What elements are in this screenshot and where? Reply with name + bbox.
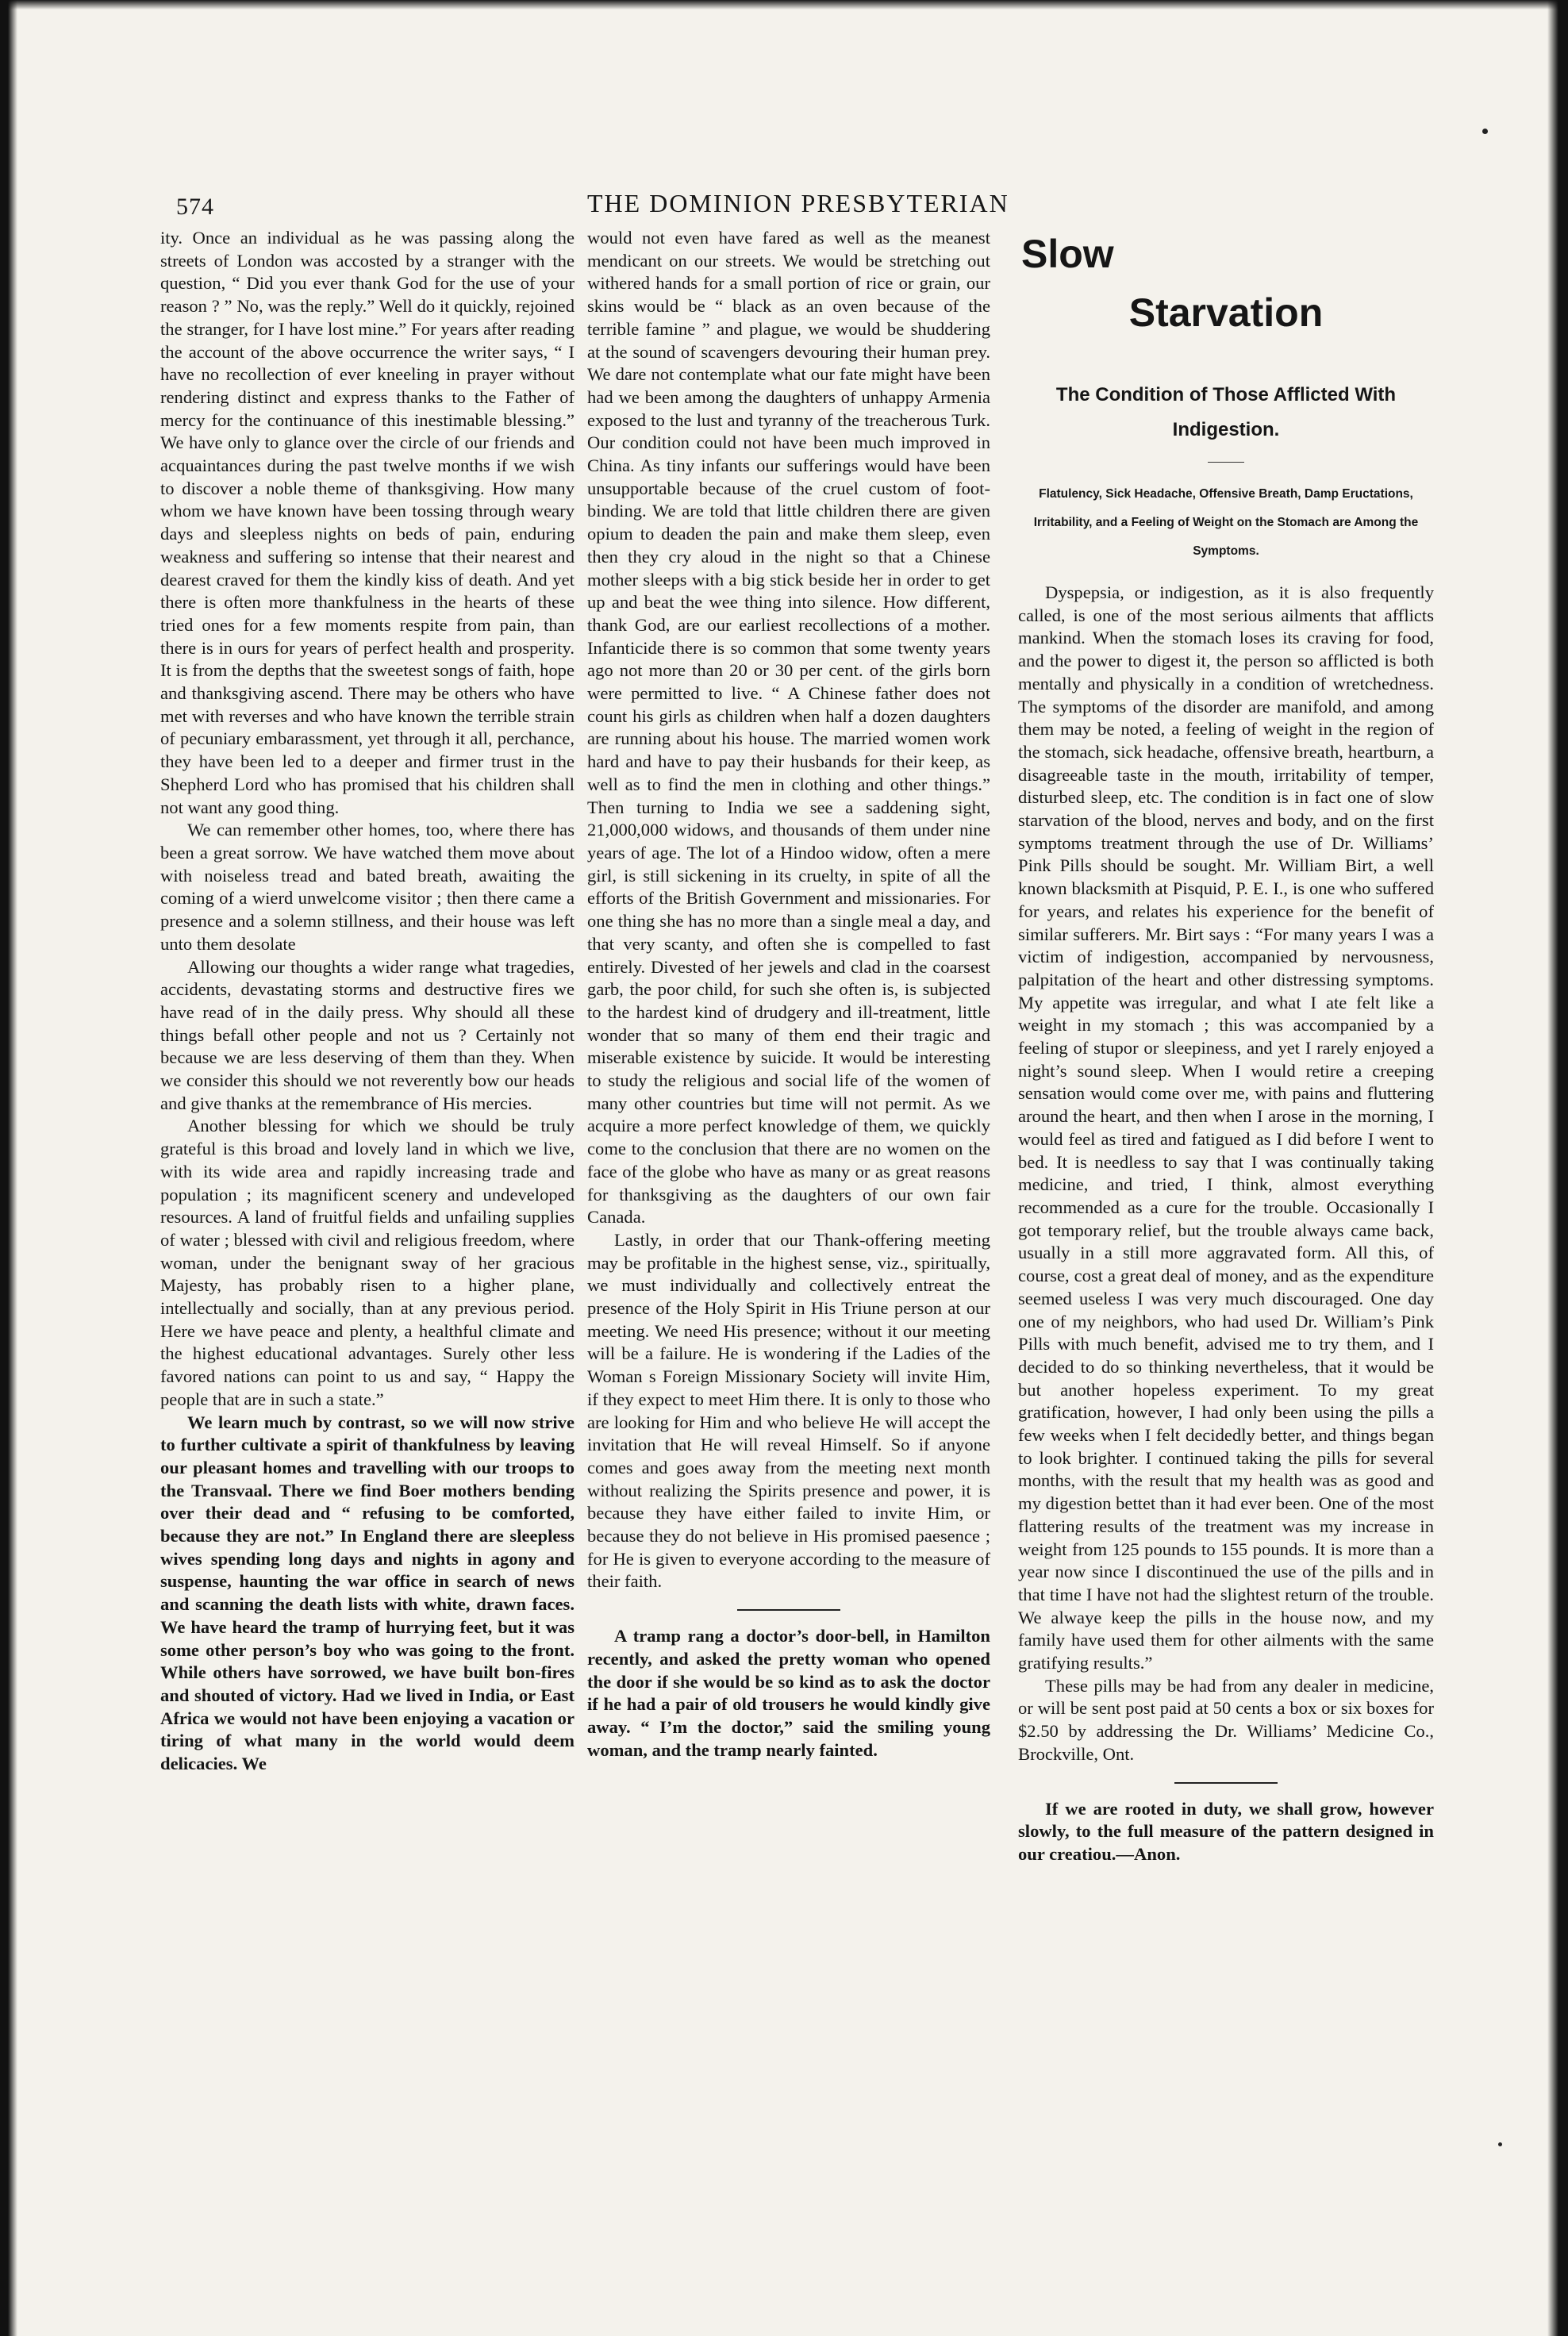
anecdote-text: A tramp rang a doctor’s door-bell, in Hamilton recently, and asked the pretty woman who opened the door if she would be so kind as to ask the doctor if he had a pair of old trousers he would kindly give away. “ I’m the doctor,” said the smiling young woman, and the tramp nearly fainted. — [587, 1626, 990, 1760]
ink-speck — [1482, 129, 1488, 134]
page-edge-shadow-left — [0, 0, 17, 2336]
column-3-advertisement — [1018, 222, 1434, 1866]
ad-divider — [1208, 462, 1244, 463]
column-1-paragraph: Another blessing for which we should be truly grateful is this broad and lovely land in which we live, with its wide area and rapidly increasing trade and population ; its magnificent scenery and undeveloped resources. A land of fruitful fields and unfailing supplies of water ; blessed with civil and religious freedom, where woman, under the benignant sway of her gracious Majesty, has probably risen to a higher plane, intellectually and socially, than at any previous period. Here we have peace and plenty, a healthful climate and the highest educational advantages. Surely other less favored nations can point to us and say, “ Happy the people that are in such a state.” — [160, 1116, 575, 1409]
page-number: 574 — [176, 194, 214, 220]
closing-quote-text: If we are rooted in duty, we shall grow, however slowly, to the full measure of the pattern designed in our creatiou.—Anon. — [1018, 1798, 1434, 1864]
column-2 — [587, 227, 990, 1762]
column-2-paragraph: would not even have fared as well as the meanest mendicant on our streets. We would be stretching out withered hands for a small portion of rice or grain, our skins would be “ black as an oven because of the terrible famine ” and plague, we would be shuddering at the sound of scavengers devouring their human prey. We dare not contemplate what our fate might have been had we been among the daughters of unhappy Armenia exposed to the lust and tyranny of the treacherous Turk. Our condition could not have been much improved in China. As tiny infants our sufferings would have been unsupportable because of the cruel custom of foot-binding. We are told that little children there are given opium to deaden the pain and make them sleep, even then they cry aloud in the night so that a Chinese mother sleeps with a big stick beside her in order to get up and beat the wee thing into silence. How different, thank God, are our earliest recollections of a mother. Infanticide there is so common that some twenty years ago not more than 20 or 30 per cent. of the girls born were permitted to live. “ A Chinese father does not count his girls as children when half a dozen daughters are running about his house. The married women work hard and have to pay their husbands for their keep, as well as to find the men in clothing and other things.” Then turning to India we see a saddening sight, 21,000,000 widows, and thousands of them under nine years of age. The lot of a Hindoo widow, often a mere girl, is still sickening in its cruelty, in spite of all the efforts of the British Government and missionaries. For one thing she has no more than a single meal a day, and that very scanty, and often she is compelled to fast entirely. Divested of her jewels and clad in the coarsest garb, the poor child, for such she often is, is subjected to the hardest kind of drudgery and ill-treatment, little wonder that so many of them end their tragic and miserable existence by suicide. It would be interesting to study the religious and social life of the women of many other countries but time will not permit. As we acquire a more perfect knowledge of them, we quickly come to the conclusion that there are no women on the face of the globe who have as many or as great reasons for thanksgiving as the daughters of our own fair Canada. — [587, 228, 990, 1228]
ad-paragraph: These pills may be had from any dealer in medicine, or will be sent post paid at 50 cents a box or six boxes for $2.50 by addressing the Dr. Williams’ Medicine Co., Brockville, Ont. — [1018, 1675, 1434, 1764]
column-2-paragraph: Lastly, in order that our Thank-offering meeting may be profitable in the highest sense, viz., spiritually, we must individually and collectively entreat the presence of the Holy Spirit in His Triune person at our meeting. We need His presence; without it our meeting will be a failure. He is wondering if the Ladies of the Woman s Foreign Missionary Society will invite Him, if they expect to meet Him there. It is only to those who are looking for Him and who believe He will accept the invitation that He will reveal Himself. So if anyone comes and goes away from the meeting next month without realizing the Spirits presence and power, it is because they have either failed to invite Him, or because they do not believe in His promised paesence ; for He is given to everyone according to the measure of their faith. — [587, 1229, 990, 1592]
page-edge-shadow-right — [1547, 0, 1568, 2336]
anecdote — [587, 1625, 990, 1762]
column-1-paragraph: Allowing our thoughts a wider range what tragedies, accidents, devastating storms and destructive fires we have read of in the daily press. Why should all these things befall other people and not us ? Certainly not because we are less deserving of them than they. When we consider this should we not reverently bow our heads and give thanks at the remembrance of His mercies. — [160, 956, 575, 1113]
closing-quote — [1018, 1798, 1434, 1866]
section-divider — [737, 1609, 840, 1611]
column-1-paragraph: We can remember other homes, too, where there has been a great sorrow. We have watched them move about with noiseless tread and bated breath, awaiting the coming of a wierd unwelcome visitor ; then there came a presence and a solemn stillness, and their house was left unto them desolate — [160, 820, 575, 954]
ad-subtitle: The Condition of Those Afflicted With Indigestion. — [1055, 384, 1397, 440]
running-head: THE DOMINION PRESBYTERIAN — [587, 189, 1009, 217]
ink-speck — [1498, 2142, 1502, 2146]
ad-title-line-2: Starvation — [1128, 290, 1324, 335]
ad-body — [1018, 582, 1434, 1766]
column-1-paragraph: We learn much by contrast, so we will now strive to further cultivate a spirit of thankfulness by leaving our pleasant homes and travelling with our troops to the Transvaal. There we find Boer mothers bending over their dead and “ refusing to be comforted, because they are not.” In England there are sleepless wives spending long days and nights in agony and suspense, haunting the war office in search of news and scanning the death lists with white, drawn faces. We have heard the tramp of hurrying feet, but it was some other person’s boy who was going to the front. While others have sorrowed, we have built bon-fires and shouted of victory. Had we lived in India, or East Africa we would not have been enjoying a vacation or tiring of what many in the world would deem delicacies. We — [160, 1412, 575, 1774]
column-1-paragraph: ity. Once an individual as he was passing along the streets of London was accosted by a stranger with the question, “ Did you ever thank God for the use of your reason ? ” No, was the reply.” Well do it quickly, rejoined the stranger, for I have lost mine.” For years after reading the account of the above occurrence the writer says, “ I have no recollection of ever kneeling in prayer without rendering distinct and express thanks to the Father of mercy for the continuance of this inestimable blessing.” We have only to glance over the circle of our friends and acquaintances during the past twelve months if we wish to discover a noble theme of thanksgiving. How many whom we have known have been tossing through weary days and sleepless nights on beds of pain, enduring weakness and suffering so intense that their nearest and dearest craved for them the kindly kiss of death. And yet there is often more thankfulness in the hearts of these tried ones for a few moments respite from pain, than there is in ours for years of perfect health and prosperity. It is from the depths that the sweetest songs of faith, hope and thanksgiving ascend. There may be others who have met with reverses and who have known the terrible strain of pecuniary embarassment, yet through it all, perchance, they have been led to a deeper and firmer trust in the Shepherd Lord who has promised that his children shall not want any good thing. — [160, 228, 575, 817]
ad-title-line-1: Slow — [1021, 232, 1114, 276]
ad-paragraph: Dyspepsia, or indigestion, as it is also frequently called, is one of the most serious ailments that afflicts mankind. When the stomach loses its craving for food, and the power to digest it, the person so afflicted is both mentally and physically in a condition of wretchedness. The symptoms of the disorder are manifold, and among them may be noted, a feeling of weight in the region of the stomach, sick headache, offensive breath, heartburn, a disagreeable taste in the mouth, irritability of temper, disturbed sleep, etc. The condition is in fact one of slow starvation of the blood, nerves and body, and on the first symptoms treatment through the use of Dr. Williams’ Pink Pills should be sought. Mr. William Birt, a well known blacksmith at Pisquid, P. E. I., is one who suffered for years, and relates his experience for the benefit of similar sufferers. Mr. Birt says : “For many years I was a victim of indigestion, accompanied by nervousness, palpitation of the heart and other distressing symptoms. My appetite was irregular, and what I ate felt like a weight in my stomach ; this was accompanied by a feeling of stupor or sleepiness, and yet I rarely enjoyed a night’s sound sleep. When I would retire a creeping sensation would come over me, with pains and fluttering around the heart, and then when I arose in the morning, I would feel as tired and fatigued as I did before I went to bed. It is needless to say that I was continually taking medicine, and tried, I think, almost everything recommended as a cure for the trouble. Occasionally I got temporary relief, but the trouble always came back, usually in a still more aggravated form. All this, of course, cost a great deal of money, and as the expenditure seemed useless I was very much discouraged. One day one of my neighbors, who had used Dr. William’s Pink Pills with much benefit, advised me to try them, and I decided to do so thinking nevertheless, that it would be but another hopeless experiment. To my great gratification, however, I had only been using the pills a few weeks when I felt decidedly better, and things began to look brighter. I continued taking the pills for several months, with the result that my health was as good and my digestion bettet than it had ever been. One of the most flattering results of the treatment was my increase in weight from 125 pounds to 155 pounds. It is more than a year now since I discontinued the use of the pills and in that time I have not had the slightest return of the trouble. We alwaye keep the pills in the house now, and my family have used them for other ailments with the same gratifying results.” — [1018, 582, 1434, 1673]
ad-symptoms: Flatulency, Sick Headache, Offensive Breath, Damp Eructations, Irritability, and a Feeling of Weight on the Stomach are Among the Symptoms. — [1033, 487, 1419, 558]
page-edge-shadow-top — [0, 0, 1568, 10]
column-1 — [160, 227, 575, 1776]
section-divider — [1174, 1782, 1278, 1784]
